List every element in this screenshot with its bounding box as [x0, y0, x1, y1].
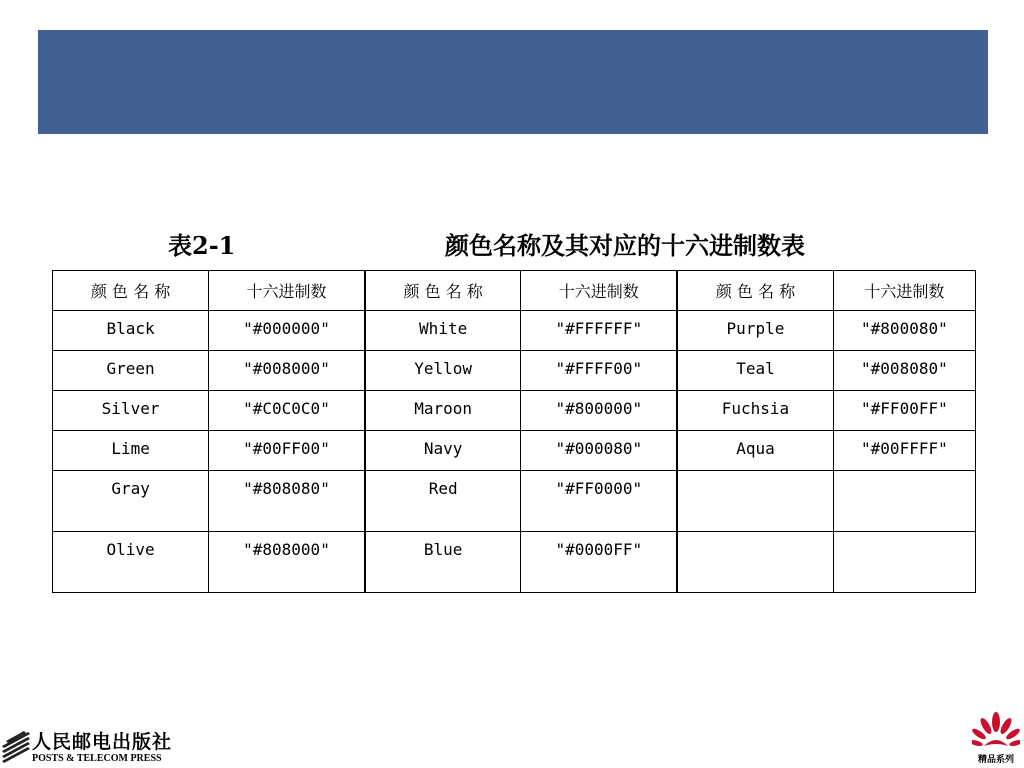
table-row [53, 532, 976, 593]
table-header-row [53, 271, 976, 311]
hex-value-cell: "#800080" [833, 311, 975, 351]
hex-value-cell: "#FFFFFF" [521, 311, 677, 351]
flower-fan-icon [972, 712, 1020, 752]
color-table [52, 270, 976, 593]
hex-value-cell [833, 471, 975, 532]
hex-value-cell: "#FF0000" [521, 471, 677, 532]
color-name-cell: Silver [53, 391, 209, 431]
color-name-cell: Red [365, 471, 521, 532]
hex-value-cell: "#808080" [209, 471, 365, 532]
hex-value-cell: "#008080" [833, 351, 975, 391]
header-cell: 颜 色 名 称 [53, 271, 209, 311]
color-name-cell [677, 532, 833, 593]
publisher-logo [0, 726, 200, 768]
hex-value-cell: "#808000" [209, 532, 365, 593]
hex-value-cell [833, 532, 975, 593]
hex-value-cell: "#00FF00" [209, 431, 365, 471]
header-cell: 颜 色 名 称 [677, 271, 833, 311]
hex-value-cell: "#00FFFF" [833, 431, 975, 471]
color-name-cell: Aqua [677, 431, 833, 471]
color-name-cell: Green [53, 351, 209, 391]
hex-value-cell: "#008000" [209, 351, 365, 391]
series-logo [968, 712, 1024, 768]
color-name-cell: Lime [53, 431, 209, 471]
table-caption [0, 226, 1024, 260]
color-name-cell: Fuchsia [677, 391, 833, 431]
hex-value-cell: "#000000" [209, 311, 365, 351]
color-name-cell: Olive [53, 532, 209, 593]
table-row [53, 351, 976, 391]
hex-value-cell: "#C0C0C0" [209, 391, 365, 431]
hex-value-cell: "#800000" [521, 391, 677, 431]
color-name-cell: Teal [677, 351, 833, 391]
header-banner [38, 30, 988, 134]
header-cell: 十六进制数 [209, 271, 365, 311]
series-label: 精品系列 [977, 755, 1014, 765]
color-name-cell: Maroon [365, 391, 521, 431]
table-row [53, 431, 976, 471]
publisher-name-cn: 人民邮电出版社 [32, 731, 173, 753]
table-row [53, 471, 976, 532]
hex-value-cell: "#FF00FF" [833, 391, 975, 431]
hex-value-cell: "#000080" [521, 431, 677, 471]
publisher-name-en: POSTS & TELECOM PRESS [32, 753, 162, 764]
table-row [53, 311, 976, 351]
color-name-cell: White [365, 311, 521, 351]
color-name-cell: Navy [365, 431, 521, 471]
color-name-cell [677, 471, 833, 532]
table-number: 表2-1 [168, 231, 236, 260]
header-cell: 十六进制数 [521, 271, 677, 311]
color-name-cell: Yellow [365, 351, 521, 391]
header-cell: 颜 色 名 称 [365, 271, 521, 311]
hex-value-cell: "#0000FF" [521, 532, 677, 593]
table-row [53, 391, 976, 431]
color-name-cell: Purple [677, 311, 833, 351]
color-name-cell: Blue [365, 532, 521, 593]
header-cell: 十六进制数 [833, 271, 975, 311]
color-name-cell: Black [53, 311, 209, 351]
color-name-cell: Gray [53, 471, 209, 532]
table-title: 颜色名称及其对应的十六进制数表 [445, 231, 805, 260]
hex-value-cell: "#FFFF00" [521, 351, 677, 391]
striped-book-icon [2, 730, 30, 764]
